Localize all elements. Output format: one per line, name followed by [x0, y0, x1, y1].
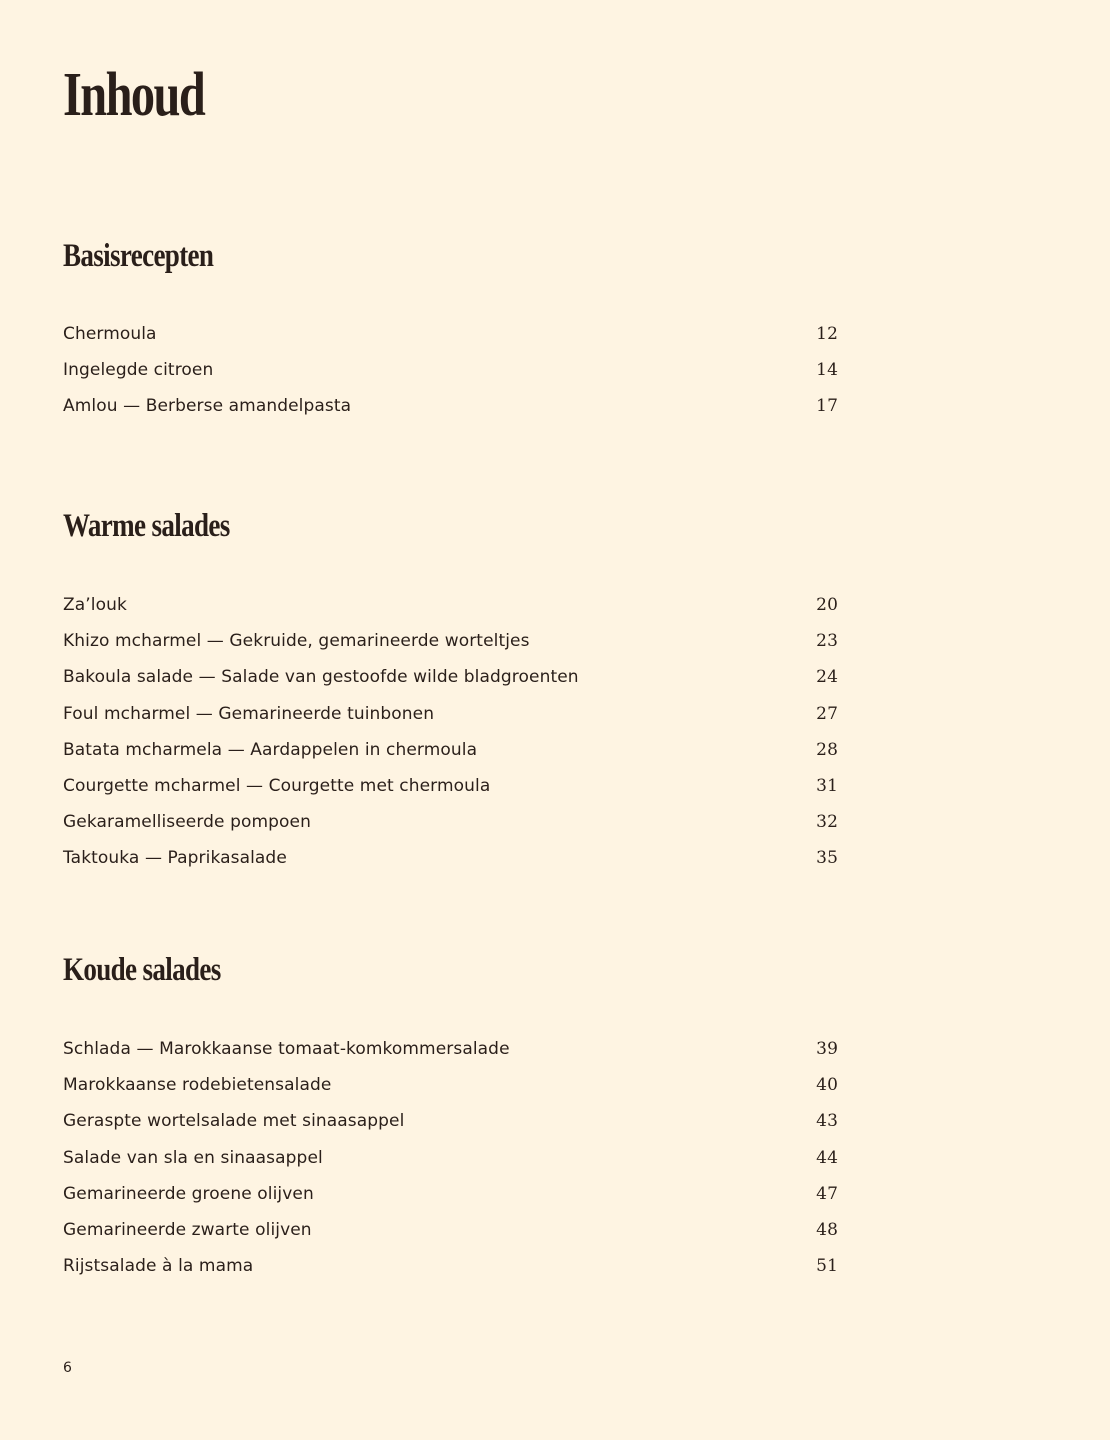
toc-entry[interactable]	[63, 1176, 838, 1212]
toc-entry-page: 23	[816, 631, 838, 652]
toc-list	[63, 316, 838, 425]
toc-entry[interactable]	[63, 388, 838, 424]
toc-entry-page: 24	[816, 667, 838, 688]
toc-entry-page: 51	[816, 1256, 838, 1277]
page-number: 6	[63, 1360, 72, 1376]
toc-entry-title: Za’louk	[63, 595, 127, 615]
toc-entry[interactable]	[63, 1067, 838, 1103]
section-title: Koude salades	[63, 952, 221, 988]
toc-entry[interactable]	[63, 1140, 838, 1176]
toc-entry[interactable]	[63, 696, 838, 732]
toc-entry[interactable]	[63, 732, 838, 768]
toc-entry-page: 31	[816, 775, 838, 796]
section-basisrecepten	[63, 236, 838, 417]
toc-entry[interactable]	[63, 840, 838, 876]
toc-entry-title: Foul mcharmel — Gemarineerde tuinbonen	[63, 703, 435, 724]
toc-entry[interactable]	[63, 804, 838, 840]
toc-entry-title: Chermoula	[63, 324, 157, 344]
toc-entry-title: Amlou — Berberse amandelpasta	[63, 396, 352, 417]
toc-entry-page: 27	[816, 703, 838, 724]
toc-entry-page: 35	[816, 848, 838, 869]
toc-entry-title: Rijstsalade à la mama	[63, 1256, 254, 1277]
section-title: Warme salades	[63, 508, 230, 544]
toc-entry-page: 32	[816, 812, 838, 833]
toc-entry-title: Khizo mcharmel — Gekruide, gemarineerde worteltjes	[63, 631, 530, 652]
toc-entry-title: Taktouka — Paprikasalade	[63, 848, 287, 869]
toc-entry-page: 17	[816, 396, 838, 417]
toc-entry-page: 28	[816, 739, 838, 760]
toc-entry-title: Courgette mcharmel — Courgette met chermoula	[63, 775, 491, 796]
toc-entry[interactable]	[63, 768, 838, 804]
toc-entry-title: Gemarineerde zwarte olijven	[63, 1219, 312, 1240]
page-title: Inhoud	[63, 61, 205, 129]
toc-entry-title: Bakoula salade — Salade van gestoofde wilde bladgroenten	[63, 667, 579, 688]
toc-entry-page: 47	[816, 1183, 838, 1204]
toc-entry-page: 44	[816, 1147, 838, 1168]
toc-entry-title: Gekaramelliseerde pompoen	[63, 812, 311, 833]
toc-entry-page: 14	[816, 360, 838, 381]
toc-entry[interactable]	[63, 659, 838, 695]
toc-entry-title: Geraspte wortelsalade met sinaasappel	[63, 1111, 405, 1132]
toc-entry-page: 43	[816, 1111, 838, 1132]
toc-entry[interactable]	[63, 1103, 838, 1139]
toc-entry-page: 39	[816, 1039, 838, 1059]
toc-entry[interactable]	[63, 1031, 838, 1067]
toc-entry[interactable]	[63, 1248, 838, 1284]
section-warme-salades	[63, 506, 838, 869]
section-koude-salades	[63, 950, 838, 1277]
toc-entry-page: 48	[816, 1219, 838, 1240]
toc-list	[63, 1031, 838, 1284]
toc-entry-page: 20	[816, 595, 838, 615]
toc-entry-page: 40	[816, 1075, 838, 1096]
toc-entry[interactable]	[63, 352, 838, 388]
toc-entry[interactable]	[63, 623, 838, 659]
toc-entry[interactable]	[63, 587, 838, 623]
toc-entry-title: Batata mcharmela — Aardappelen in chermoula	[63, 739, 478, 760]
toc-entry-title: Marokkaanse rodebietensalade	[63, 1075, 332, 1096]
toc-entry[interactable]	[63, 316, 838, 352]
toc-entry-title: Salade van sla en sinaasappel	[63, 1147, 323, 1168]
section-title: Basisrecepten	[63, 238, 214, 274]
toc-entry[interactable]	[63, 1212, 838, 1248]
toc-entry-title: Schlada — Marokkaanse tomaat-komkommersalade	[63, 1039, 510, 1059]
toc-entry-title: Gemarineerde groene olijven	[63, 1183, 314, 1204]
toc-entry-title: Ingelegde citroen	[63, 360, 214, 381]
toc-entry-page: 12	[816, 324, 838, 344]
toc-list	[63, 587, 838, 877]
